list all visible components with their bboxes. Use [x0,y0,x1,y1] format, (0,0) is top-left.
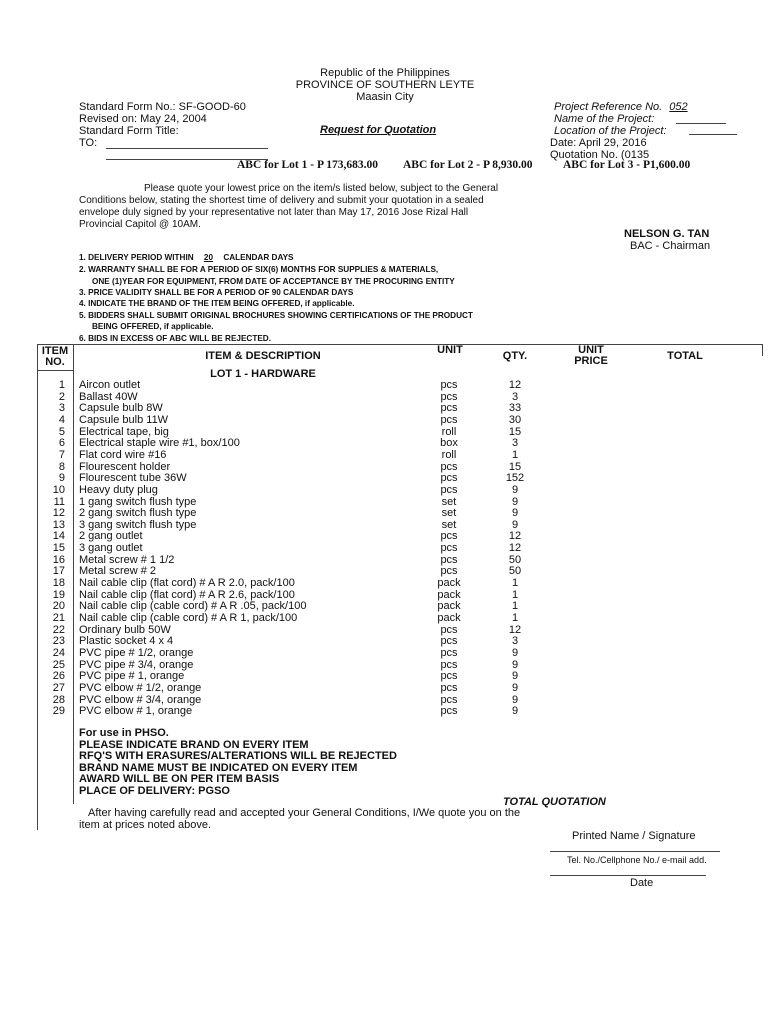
tel-line [550,851,720,852]
item-description: Ordinary bulb 50W [79,623,171,636]
signatory-name: NELSON G. TAN [624,228,710,240]
intro-line-1: Please quote your lowest price on the item/s listed below, subject to the General [144,183,499,194]
item-number: 18 [52,577,65,590]
item-quantity: 9 [511,507,519,520]
table-row [37,450,763,462]
item-quantity: 9 [511,670,519,683]
table-row [37,683,763,695]
item-number: 15 [52,542,65,555]
item-quantity: 9 [511,495,519,508]
item-description: Capsule bulb 8W [79,402,163,415]
item-description: Metal screw # 1 1/2 [79,553,175,566]
item-unit: pcs [440,390,458,403]
item-quantity: 3 [511,437,519,450]
item-description: Flat cord wire #16 [79,448,167,461]
col-divider-item-notes [73,724,74,804]
item-number: 2 [58,390,65,403]
item-number: 12 [52,507,65,520]
item-number: 1 [58,379,65,391]
note-line: PLEASE INDICATE BRAND ON EVERY ITEM [79,738,309,751]
item-description: Nail cable clip (flat cord) # A R 2.6, pack/100 [79,588,295,601]
project-name-line [676,123,726,124]
table-row [37,648,763,660]
project-date: Date: April 29, 2016 [550,137,647,149]
item-number: 9 [58,472,65,485]
item-unit: pcs [440,553,458,566]
item-unit: pcs [440,635,458,648]
item-number: 3 [58,402,65,415]
note-line: For use in PHSO. [79,727,169,739]
total-quotation: TOTAL QUOTATION [503,796,606,808]
item-unit: pcs [440,646,458,659]
note-line: BRAND NAME MUST BE INDICATED ON EVERY ITEM [79,761,358,774]
col-header-qty: QTY. [502,350,528,362]
intro-line-4: Provincial Capitol @ 10AM. [79,219,201,230]
item-number: 17 [52,565,65,578]
item-quantity: 50 [508,553,522,566]
item-unit: pack [437,612,461,624]
project-reference-label: Project Reference No. [554,101,663,113]
table-row [37,578,763,590]
item-description: Heavy duty plug [79,483,158,496]
table-row [37,613,763,625]
item-number: 27 [52,681,65,694]
item-unit: pcs [440,483,458,496]
item-quantity: 12 [508,379,522,391]
item-quantity: 9 [511,518,519,531]
intro-line-3: envelope duly signed by your representative not later than May 17, 2016 Jose Rizal Hall [79,207,469,218]
item-quantity: 9 [511,705,519,718]
condition-2b: ONE (1)YEAR FOR EQUIPMENT, FROM DATE OF ACCEPTANCE BY THE PROCURING ENTITY [92,277,455,286]
item-quantity: 12 [508,623,522,636]
printed-name-signature: Printed Name / Signature [572,830,696,842]
condition-1-text: 1. DELIVERY PERIOD WITHIN [79,253,194,262]
item-quantity: 30 [508,413,522,426]
col-header-unit-price-2: PRICE [574,355,608,367]
item-unit: pcs [440,413,458,426]
project-location-line [689,134,737,135]
item-unit: pack [437,588,461,601]
item-number: 13 [52,518,65,531]
item-unit: pcs [440,472,458,485]
col-header-total: TOTAL [667,350,703,362]
item-unit: pcs [440,681,458,694]
item-unit: pcs [440,542,458,555]
item-unit: pcs [440,379,458,391]
item-number: 14 [52,530,65,543]
items-table [37,344,763,830]
condition-3: 3. PRICE VALIDITY SHALL BE FOR A PERIOD OF 90 CALENDAR DAYS [79,288,354,297]
project-location-label: Location of the Project: [554,125,667,137]
condition-1 [79,253,294,262]
item-number: 28 [52,693,65,706]
table-row [37,543,763,555]
item-number: 22 [52,623,65,636]
project-name-label: Name of the Project: [554,113,655,125]
intro-line-2: Conditions below, stating the shortest time of delivery and submit your quotation in a sealed [79,195,484,206]
condition-1-days: 20 [203,253,214,262]
item-quantity: 1 [511,612,519,624]
item-unit: pack [437,577,461,590]
item-number: 6 [58,437,65,450]
item-description: PVC pipe # 1/2, orange [79,646,194,659]
item-quantity: 1 [511,588,519,601]
accept-line-2: item at prices noted above. [79,819,212,831]
table-row [37,706,763,718]
item-quantity: 12 [508,542,522,555]
item-number: 21 [52,612,65,624]
item-quantity: 50 [508,565,522,578]
item-number: 4 [58,413,65,426]
item-header-underline [37,370,73,371]
revised-on: Revised on: May 24, 2004 [79,113,207,125]
item-unit: roll [441,448,457,461]
item-unit: set [441,507,457,520]
abc-lot-3: ABC for Lot 3 - P1,600.00 [563,159,691,171]
item-quantity: 15 [508,425,522,438]
header-republic: Republic of the Philippines [320,67,450,79]
item-unit: pcs [440,460,458,473]
tel-label: Tel. No./Cellphone No./ e-mail add. [567,855,707,865]
date-label: Date [630,877,654,889]
item-description: Nail cable clip (flat cord) # A R 2.0, pack/100 [79,577,295,590]
to-line-1 [106,148,268,149]
standard-form-no: Standard Form No.: SF-GOOD-60 [79,101,246,113]
item-description: 2 gang switch flush type [79,507,197,520]
condition-4: 4. INDICATE THE BRAND OF THE ITEM BEING OFFERED, if applicable. [79,299,355,308]
col-header-no: NO. [45,356,65,368]
item-unit: pcs [440,565,458,578]
item-unit: box [440,437,458,450]
abc-lot-1: ABC for Lot 1 - P 173,683.00 [237,159,378,171]
item-quantity: 33 [508,402,522,415]
item-number: 7 [58,448,65,461]
quotation-no: Quotation No. (0135 [550,149,650,161]
item-description: 3 gang switch flush type [79,518,197,531]
header-city: Maasin City [356,91,414,103]
item-quantity: 152 [505,472,525,485]
item-description: PVC elbow # 3/4, orange [79,693,202,706]
item-description: Flourescent tube 36W [79,472,187,485]
condition-1-suffix: CALENDAR DAYS [223,253,294,262]
item-unit: pcs [440,530,458,543]
table-row [37,485,763,497]
item-number: 19 [52,588,65,601]
item-quantity: 9 [511,658,519,671]
item-description: 3 gang outlet [79,542,143,555]
item-quantity: 9 [511,681,519,694]
item-description: PVC pipe # 3/4, orange [79,658,194,671]
item-description: PVC pipe # 1, orange [79,670,185,683]
item-description: 2 gang outlet [79,530,143,543]
item-description: Metal screw # 2 [79,565,157,578]
item-number: 10 [52,483,65,496]
item-number: 16 [52,553,65,566]
abc-lot-2: ABC for Lot 2 - P 8,930.00 [403,159,533,171]
item-quantity: 1 [511,448,519,461]
item-unit: set [441,518,457,531]
item-description: Electrical tape, big [79,425,169,438]
item-description: Nail cable clip (cable cord) # A R 1, pack/100 [79,612,298,624]
item-quantity: 3 [511,390,519,403]
condition-6: 6. BIDS IN EXCESS OF ABC WILL BE REJECTED. [79,334,271,343]
item-description: PVC elbow # 1/2, orange [79,681,202,694]
table-row [37,415,763,427]
item-unit: pcs [440,623,458,636]
item-unit: set [441,495,457,508]
item-number: 8 [58,460,65,473]
item-unit: pack [437,600,461,613]
item-number: 24 [52,646,65,659]
item-description: Electrical staple wire #1, box/100 [79,437,240,450]
col-header-item: ITEM [41,345,69,357]
item-number: 25 [52,658,65,671]
table-row [37,531,763,543]
condition-5a: 5. BIDDERS SHALL SUBMIT ORIGINAL BROCHURES SHOWING CERTIFICATIONS OF THE PRODUCT [79,311,473,320]
item-unit: pcs [440,670,458,683]
note-line: AWARD WILL BE ON PER ITEM BASIS [79,773,280,786]
item-quantity: 12 [508,530,522,543]
item-quantity: 15 [508,460,522,473]
lot-heading: LOT 1 - HARDWARE [210,368,316,380]
item-description: Nail cable clip (cable cord) # A R .05, pack/100 [79,600,307,613]
item-description: Ballast 40W [79,390,138,403]
col-header-unit-price-1: UNIT [578,344,604,356]
to-label: TO: [79,137,98,149]
item-description: PVC elbow # 1, orange [79,705,193,718]
table-border-right [762,344,763,356]
item-quantity: 1 [511,577,519,590]
condition-5b: BEING OFFERED, if applicable. [92,322,214,331]
standard-form-title: Standard Form Title: [79,125,179,137]
project-reference-value: 052 [669,101,688,113]
item-description: Capsule bulb 11W [79,413,169,426]
header-province: PROVINCE OF SOUTHERN LEYTE [295,79,475,91]
signatory-title: BAC - Chairman [630,240,711,252]
project-reference [554,101,688,113]
table-border-top [37,344,763,345]
item-quantity: 9 [511,483,519,496]
item-number: 11 [53,495,65,508]
item-description: Plastic socket 4 x 4 [79,635,174,648]
item-unit: pcs [440,693,458,706]
rfq-title: Request for Quotation [320,124,437,136]
table-row [37,520,763,532]
item-quantity: 9 [511,646,519,659]
item-number: 20 [52,600,65,613]
item-quantity: 3 [511,635,519,648]
date-line [550,875,706,876]
item-unit: pcs [440,705,458,718]
item-unit: roll [441,425,457,438]
col-header-unit: UNIT [437,344,463,356]
item-quantity: 1 [511,600,519,613]
item-quantity: 9 [511,693,519,706]
item-number: 26 [52,670,65,683]
item-number: 23 [52,635,65,648]
item-number: 29 [52,705,65,718]
item-description: Aircon outlet [79,379,141,391]
accept-line-1: After having carefully read and accepted your General Conditions, I/We quote you on the [88,807,521,819]
note-line: PLACE OF DELIVERY: PGSO [79,785,230,797]
item-number: 5 [58,425,65,438]
item-description: Flourescent holder [79,460,171,473]
table-row [37,508,763,520]
item-unit: pcs [440,658,458,671]
item-description: 1 gang switch flush type [79,495,197,508]
col-header-description: ITEM & DESCRIPTION [205,350,321,362]
item-unit: pcs [440,402,458,415]
note-line: RFQ'S WITH ERASURES/ALTERATIONS WILL BE REJECTED [79,750,397,763]
table-row [37,380,763,392]
condition-2a: 2. WARRANTY SHALL BE FOR A PERIOD OF SIX(6) MONTHS FOR SUPPLIES & MATERIALS, [79,265,439,274]
